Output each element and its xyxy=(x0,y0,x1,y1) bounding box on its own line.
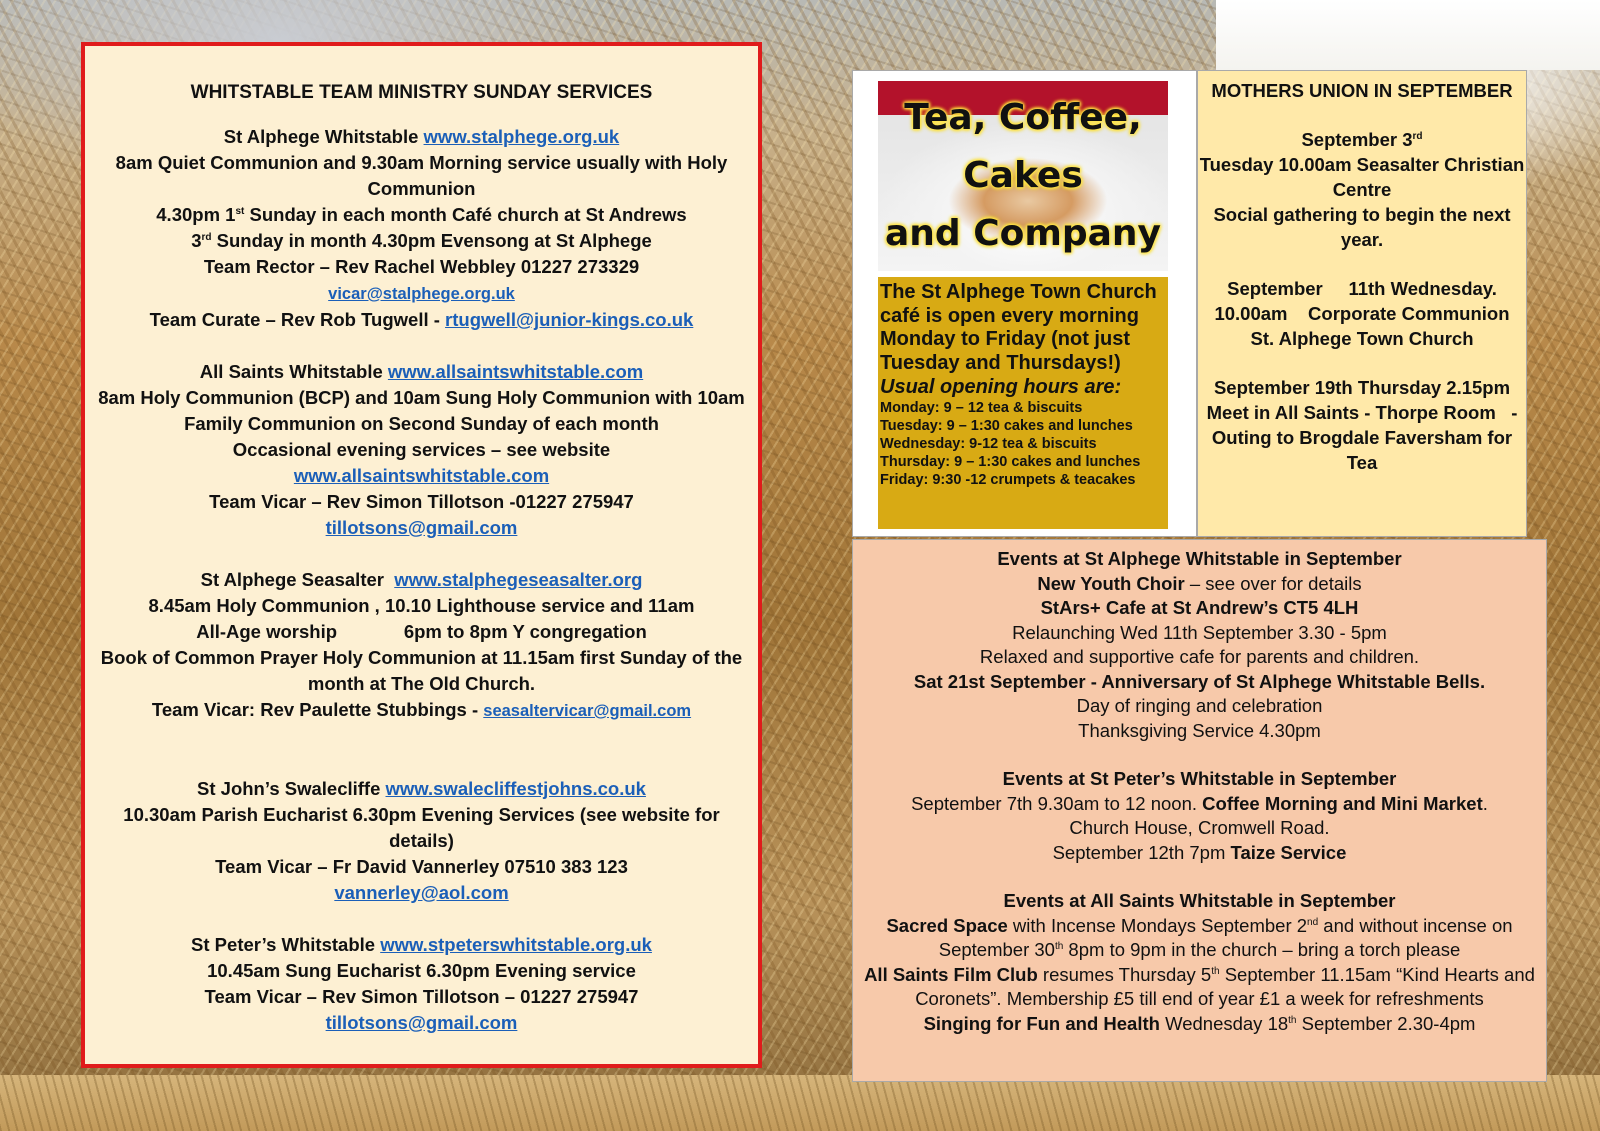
peters-events-heading: Events at St Peter’s Whitstable in September xyxy=(1002,768,1397,789)
hours-item: Monday: 9 – 12 tea & biscuits xyxy=(880,400,1083,416)
september-events-panel xyxy=(852,539,1547,1082)
seasalter-service-line-1: 8.45am Holy Communion , 10.10 Lighthouse service and 11am xyxy=(148,595,695,616)
mothers-union-panel xyxy=(1197,70,1536,537)
allsaints-events-heading: Events at All Saints Whitstable in September xyxy=(1003,890,1396,911)
swalecliffe-vicar-line: Team Vicar – Fr David Vannerley 07510 383 123 xyxy=(215,856,628,877)
stpeters-website-link[interactable]: www.stpeterswhitstable.org.uk xyxy=(380,934,652,955)
team-curate-line: Team Curate – Rev Rob Tugwell - rtugwell@junior-kings.co.uk xyxy=(149,309,694,330)
services-body xyxy=(93,124,750,1036)
seasalter-bcp-line: Book of Common Prayer Holy Communion at 11.15am first Sunday of the month at The Old Church. xyxy=(100,647,743,694)
mu-event-1-detail: Tuesday 10.00am Seasalter Christian Centre xyxy=(1199,154,1525,200)
allsaints-vicar-line: Team Vicar – Rev Simon Tillotson -01227 275947 xyxy=(209,491,634,512)
hours-item: Wednesday: 9-12 tea & biscuits xyxy=(880,436,1097,452)
alphege-events-heading: Events at St Alphege Whitstable in September xyxy=(997,548,1402,569)
mu-event-1-date: September 3rd xyxy=(1301,129,1423,150)
tea-coffee-title: Tea, Coffee, Cakes and Company xyxy=(884,97,1162,254)
curate-email-link[interactable]: rtugwell@junior-kings.co.uk xyxy=(445,309,694,330)
allsaints-service-line: 8am Holy Communion (BCP) and 10am Sung Holy Communion with 10am Family Communion on Second Sunday of each month xyxy=(98,387,745,434)
youth-choir-line: New Youth Choir – see over for details xyxy=(1037,572,1362,594)
thanksgiving-line: Thanksgiving Service 4.30pm xyxy=(1078,719,1321,741)
stars-cafe-line: StArs+ Cafe at St Andrew’s CT5 4LH xyxy=(1040,597,1359,618)
ringing-line: Day of ringing and celebration xyxy=(1076,695,1323,716)
seasalter-vicar-line: Team Vicar: Rev Paulette Stubbings - seasaltervicar@gmail.com xyxy=(151,699,692,720)
background-field xyxy=(0,1075,1600,1131)
seasalter-website-link[interactable]: www.stalphegeseasalter.org xyxy=(394,569,643,590)
stalphege-service-line: 8am Quiet Communion and 9.30am Morning service usually with Holy Communion xyxy=(115,152,728,199)
sunday-services-panel xyxy=(81,42,762,1068)
church-heading-allsaints: All Saints Whitstable www.allsaintswhitstable.com xyxy=(199,361,644,382)
hours-item: Thursday: 9 – 1:30 cakes and lunches xyxy=(880,454,1141,470)
team-rector-line: Team Rector – Rev Rachel Webbley 01227 273329 xyxy=(203,256,640,277)
church-house-line: Church House, Cromwell Road. xyxy=(1069,817,1330,838)
mu-event-1-note: Social gathering to begin the next year. xyxy=(1213,204,1511,250)
opening-hours-list xyxy=(880,399,1166,489)
services-title: WHITSTABLE TEAM MINISTRY SUNDAY SERVICES xyxy=(190,82,653,103)
cafe-description: The St Alphege Town Church café is open every morning Monday to Friday (not just Tuesday and Thursdays!) xyxy=(880,281,1157,374)
bells-line: Sat 21st September - Anniversary of St Alphege Whitstable Bells. xyxy=(913,670,1486,692)
mu-title: MOTHERS UNION IN SEPTEMBER xyxy=(1211,80,1513,101)
stpeters-service-line: 10.45am Sung Eucharist 6.30pm Evening service xyxy=(207,960,636,981)
coffee-morning-line: September 7th 9.30am to 12 noon. Coffee Morning and Mini Market. xyxy=(911,792,1488,814)
swalecliffe-website-link[interactable]: www.swalecliffestjohns.co.uk xyxy=(385,778,646,799)
relaxed-line: Relaxed and supportive cafe for parents and children. xyxy=(979,646,1420,667)
mu-event-3: September 19th Thursday 2.15pm Meet in All Saints - Thorpe Room - Outing to Brogdale Faversham for Tea xyxy=(1206,377,1536,473)
relaunch-line: Relaunching Wed 11th September 3.30 - 5pm xyxy=(1012,621,1387,643)
allsaints-email-link[interactable]: tillotsons@gmail.com xyxy=(325,517,518,538)
film-club-line: All Saints Film Club resumes Thursday 5th September 11.15am “Kind Hearts and Coronets”. Membership £5 till end of year £1 a week for refreshments xyxy=(864,963,1535,1009)
swalecliffe-email-link[interactable]: vannerley@aol.com xyxy=(334,882,509,903)
stpeters-email-link[interactable]: tillotsons@gmail.com xyxy=(325,1012,518,1033)
opening-hours-heading: Usual opening hours are: xyxy=(880,376,1122,398)
stpeters-vicar-line: Team Vicar – Rev Simon Tillotson – 01227 275947 xyxy=(204,986,639,1007)
church-heading-swalecliffe: St John’s Swalecliffe www.swalecliffestjohns.co.uk xyxy=(197,778,646,799)
seasalter-service-line-2: All-Age worship 6pm to 8pm Y congregation xyxy=(196,621,647,642)
stalphege-cafe-line: 4.30pm 1st Sunday in each month Café church at St Andrews xyxy=(156,204,687,225)
mu-event-2: September 11th Wednesday. 10.00am Corporate Communion St. Alphege Town Church xyxy=(1214,278,1525,349)
hours-item: Friday: 9:30 -12 crumpets & teacakes xyxy=(880,472,1136,488)
taize-line: September 12th 7pm Taize Service xyxy=(1052,841,1347,863)
allsaints-evening-line: Occasional evening services – see website xyxy=(232,439,611,460)
sacred-space-line: Sacred Space with Incense Mondays September 2nd and without incense on September 30th 8pm to 9pm in the church – bring a torch please xyxy=(886,914,1513,960)
seasalter-email-link[interactable]: seasaltervicar@gmail.com xyxy=(483,702,692,720)
church-heading-seasalter: St Alphege Seasalter www.stalphegeseasalter.org xyxy=(200,569,643,590)
singing-line: Singing for Fun and Health Wednesday 18th September 2.30-4pm xyxy=(923,1012,1476,1034)
stalphege-evensong-line: 3rd Sunday in month 4.30pm Evensong at St Alphege xyxy=(191,230,652,251)
swalecliffe-service-line: 10.30am Parish Eucharist 6.30pm Evening Services (see website for details) xyxy=(123,804,720,851)
allsaints-website-link-2[interactable]: www.allsaintswhitstable.com xyxy=(293,465,550,486)
tea-cup-image xyxy=(878,81,1168,271)
rector-email-link[interactable]: vicar@stalphege.org.uk xyxy=(328,285,515,303)
stalphege-website-link[interactable]: www.stalphege.org.uk xyxy=(423,126,620,147)
allsaints-website-link[interactable]: www.allsaintswhitstable.com xyxy=(387,361,644,382)
church-heading-stpeters: St Peter’s Whitstable www.stpeterswhitstable.org.uk xyxy=(191,934,652,955)
tea-coffee-panel xyxy=(852,70,1197,537)
background-sky xyxy=(1216,0,1600,70)
church-heading-stalphege: St Alphege Whitstable www.stalphege.org.uk xyxy=(223,126,620,147)
hours-item: Tuesday: 9 – 1:30 cakes and lunches xyxy=(880,418,1133,434)
cafe-info-box xyxy=(878,277,1168,529)
